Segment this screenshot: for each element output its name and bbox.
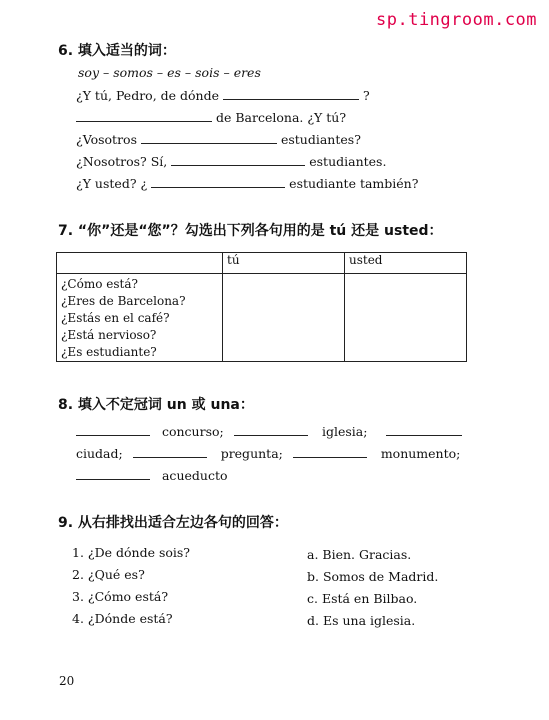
s6-blank-2[interactable] (76, 110, 212, 122)
s6-line-4-text: ¿Nosotros? Sí, (76, 154, 168, 169)
table-header-sentence (57, 253, 223, 274)
s6-line-2 (76, 110, 346, 125)
s8-blank-1[interactable] (76, 424, 150, 436)
answer-b: b. Somos de Madrid. (307, 569, 439, 584)
answer-list (307, 544, 438, 632)
s6-line-1-end: ? (362, 88, 370, 103)
answer-a: a. Bien. Gracias. (307, 547, 412, 562)
s8-blank-2[interactable] (234, 424, 308, 436)
s6-line-2-text: de Barcelona. ¿Y tú? (215, 110, 347, 125)
s8-word-2: iglesia; (321, 424, 368, 439)
s6-line-3-text: ¿Vosotros (76, 132, 137, 147)
tu-check-cell[interactable] (223, 274, 345, 362)
usted-check-cell[interactable] (345, 274, 467, 362)
tu-usted-table (56, 252, 467, 362)
s8-line-3 (76, 468, 228, 483)
s8-line-2 (76, 446, 460, 461)
s6-line-3-end: estudiantes? (280, 132, 361, 147)
s8-word-1: concurso; (161, 424, 224, 439)
answer-d: d. Es una iglesia. (307, 613, 416, 628)
s6-blank-4[interactable] (171, 154, 305, 166)
s6-blank-1[interactable] (223, 88, 359, 100)
s6-line-3 (76, 132, 361, 147)
section-6-options: soy – somos – es – sois – eres (78, 65, 261, 80)
section-7-title: 7. “你”还是“您”？勾选出下列各句用的是 tú 还是 usted： (58, 223, 443, 239)
question-4: 4. ¿Dónde está? (72, 611, 173, 626)
s6-line-5-end: estudiante también? (289, 176, 419, 191)
question-3: 3. ¿Cómo está? (72, 589, 169, 604)
s6-line-4 (76, 154, 386, 169)
table-body-row (57, 274, 467, 362)
s8-word-5: monumento; (380, 446, 461, 461)
answer-c: c. Está en Bilbao. (307, 591, 418, 606)
sentence-3: ¿Estás en el café? (61, 311, 170, 325)
s6-blank-5[interactable] (151, 176, 285, 188)
s6-line-1-text: ¿Y tú, Pedro, de dónde (76, 88, 219, 103)
s6-line-1 (76, 88, 370, 103)
s6-line-5-text: ¿Y usted? ¿ (76, 176, 148, 191)
s8-blank-3[interactable] (386, 424, 462, 436)
sentence-4: ¿Está nervioso? (61, 328, 157, 342)
s8-blank-5[interactable] (293, 446, 367, 458)
watermark: sp.tingroom.com (376, 10, 538, 30)
s8-line-1c (386, 424, 462, 439)
s8-blank-4[interactable] (133, 446, 207, 458)
s8-word-3: ciudad; (76, 446, 123, 461)
table-header-usted: usted (345, 253, 467, 274)
s6-line-4-end: estudiantes. (309, 154, 387, 169)
sentence-list (57, 274, 223, 362)
sentence-2: ¿Eres de Barcelona? (61, 294, 186, 308)
sentence-5: ¿Es estudiante? (61, 345, 157, 359)
s8-blank-6[interactable] (76, 468, 150, 480)
table-header-row (57, 253, 467, 274)
section-6-title: 6. 填入适当的词： (58, 43, 176, 59)
s8-line-1 (76, 424, 224, 439)
question-2: 2. ¿Qué es? (72, 567, 145, 582)
s8-line-1b (234, 424, 367, 439)
table-header-tu: tú (223, 253, 345, 274)
question-1: 1. ¿De dónde sois? (72, 545, 190, 560)
s6-blank-3[interactable] (141, 132, 277, 144)
question-list (72, 542, 190, 630)
s8-word-6: acueducto (161, 468, 228, 483)
section-9-title: 9. 从右排找出适合左边各句的回答： (58, 515, 288, 531)
page-number: 20 (59, 674, 75, 688)
sentence-1: ¿Cómo está? (61, 277, 138, 291)
section-8-title: 8. 填入不定冠词 un 或 una： (58, 397, 254, 413)
s8-word-4: pregunta; (220, 446, 283, 461)
s6-line-5 (76, 176, 418, 191)
